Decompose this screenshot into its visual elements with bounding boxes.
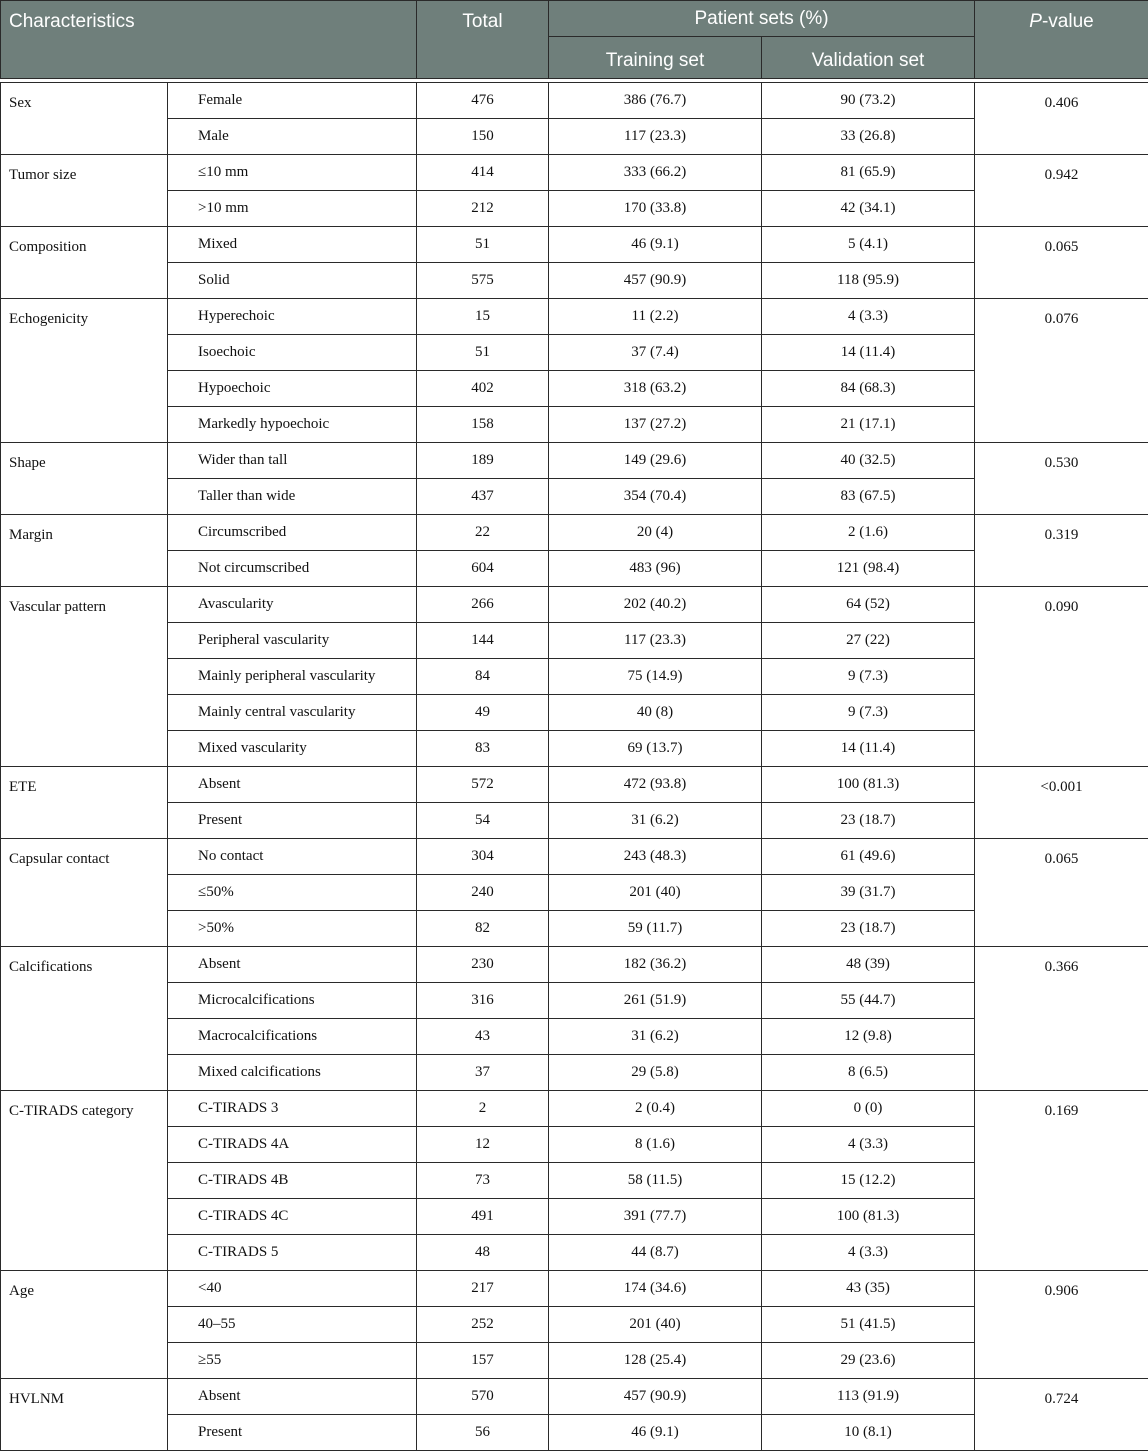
training-cell: 170 (33.8)	[549, 191, 762, 227]
validation-cell: 14 (11.4)	[762, 335, 975, 371]
total-cell: 144	[417, 623, 549, 659]
table-row	[1, 1379, 1148, 1415]
header-p-italic: P	[1029, 11, 1042, 32]
p-value-cell: 0.065	[975, 227, 1148, 299]
validation-cell: 43 (35)	[762, 1271, 975, 1307]
category-cell: Mainly central vascularity	[168, 695, 417, 731]
total-cell: 212	[417, 191, 549, 227]
training-cell: 318 (63.2)	[549, 371, 762, 407]
validation-cell: 23 (18.7)	[762, 911, 975, 947]
validation-cell: 8 (6.5)	[762, 1055, 975, 1091]
total-cell: 491	[417, 1199, 549, 1235]
total-cell: 51	[417, 335, 549, 371]
total-cell: 150	[417, 119, 549, 155]
header-validation-set: Validation set	[762, 37, 975, 79]
total-cell: 604	[417, 551, 549, 587]
category-cell: >50%	[168, 911, 417, 947]
category-cell: Mixed vascularity	[168, 731, 417, 767]
training-cell: 46 (9.1)	[549, 227, 762, 263]
validation-cell: 10 (8.1)	[762, 1415, 975, 1451]
table-row	[1, 227, 1148, 263]
total-cell: 73	[417, 1163, 549, 1199]
validation-cell: 100 (81.3)	[762, 1199, 975, 1235]
header-training-set: Training set	[549, 37, 762, 79]
total-cell: 189	[417, 443, 549, 479]
training-cell: 333 (66.2)	[549, 155, 762, 191]
total-cell: 48	[417, 1235, 549, 1271]
category-cell: >10 mm	[168, 191, 417, 227]
category-cell: Circumscribed	[168, 515, 417, 551]
category-cell: C-TIRADS 4A	[168, 1127, 417, 1163]
total-cell: 217	[417, 1271, 549, 1307]
training-cell: 75 (14.9)	[549, 659, 762, 695]
table-row	[1, 515, 1148, 551]
training-cell: 8 (1.6)	[549, 1127, 762, 1163]
validation-cell: 4 (3.3)	[762, 299, 975, 335]
total-cell: 15	[417, 299, 549, 335]
category-cell: 40–55	[168, 1307, 417, 1343]
header-p-value	[975, 1, 1148, 79]
category-cell: C-TIRADS 4B	[168, 1163, 417, 1199]
category-cell: C-TIRADS 5	[168, 1235, 417, 1271]
training-cell: 201 (40)	[549, 1307, 762, 1343]
table-row	[1, 1271, 1148, 1307]
category-cell: Taller than wide	[168, 479, 417, 515]
validation-cell: 40 (32.5)	[762, 443, 975, 479]
characteristic-cell: Composition	[1, 227, 168, 299]
total-cell: 49	[417, 695, 549, 731]
training-cell: 59 (11.7)	[549, 911, 762, 947]
category-cell: Wider than tall	[168, 443, 417, 479]
validation-cell: 9 (7.3)	[762, 659, 975, 695]
training-cell: 391 (77.7)	[549, 1199, 762, 1235]
training-cell: 243 (48.3)	[549, 839, 762, 875]
validation-cell: 27 (22)	[762, 623, 975, 659]
p-value-cell: 0.530	[975, 443, 1148, 515]
header-patient-sets: Patient sets (%)	[549, 1, 975, 37]
table-row	[1, 1091, 1148, 1127]
table-row	[1, 299, 1148, 335]
training-cell: 386 (76.7)	[549, 83, 762, 119]
header-characteristics: Characteristics	[1, 1, 417, 79]
total-cell: 37	[417, 1055, 549, 1091]
category-cell: Macrocalcifications	[168, 1019, 417, 1055]
characteristic-cell: Age	[1, 1271, 168, 1379]
training-cell: 174 (34.6)	[549, 1271, 762, 1307]
category-cell: Absent	[168, 1379, 417, 1415]
training-cell: 483 (96)	[549, 551, 762, 587]
category-cell: Absent	[168, 767, 417, 803]
total-cell: 82	[417, 911, 549, 947]
category-cell: C-TIRADS 4C	[168, 1199, 417, 1235]
table-header	[1, 1, 1148, 83]
validation-cell: 81 (65.9)	[762, 155, 975, 191]
training-cell: 201 (40)	[549, 875, 762, 911]
training-cell: 20 (4)	[549, 515, 762, 551]
category-cell: Solid	[168, 263, 417, 299]
table-row	[1, 587, 1148, 623]
validation-cell: 4 (3.3)	[762, 1127, 975, 1163]
category-cell: No contact	[168, 839, 417, 875]
p-value-cell: <0.001	[975, 767, 1148, 839]
category-cell: Present	[168, 1415, 417, 1451]
total-cell: 437	[417, 479, 549, 515]
training-cell: 2 (0.4)	[549, 1091, 762, 1127]
training-cell: 44 (8.7)	[549, 1235, 762, 1271]
category-cell: Present	[168, 803, 417, 839]
training-cell: 457 (90.9)	[549, 263, 762, 299]
validation-cell: 21 (17.1)	[762, 407, 975, 443]
total-cell: 2	[417, 1091, 549, 1127]
characteristic-cell: Tumor size	[1, 155, 168, 227]
category-cell: Absent	[168, 947, 417, 983]
header-p-rest: -value	[1042, 11, 1094, 32]
validation-cell: 23 (18.7)	[762, 803, 975, 839]
category-cell: ≤50%	[168, 875, 417, 911]
category-cell: Isoechoic	[168, 335, 417, 371]
validation-cell: 33 (26.8)	[762, 119, 975, 155]
category-cell: Avascularity	[168, 587, 417, 623]
training-cell: 69 (13.7)	[549, 731, 762, 767]
validation-cell: 61 (49.6)	[762, 839, 975, 875]
total-cell: 54	[417, 803, 549, 839]
table-row	[1, 839, 1148, 875]
validation-cell: 55 (44.7)	[762, 983, 975, 1019]
total-cell: 22	[417, 515, 549, 551]
validation-cell: 12 (9.8)	[762, 1019, 975, 1055]
validation-cell: 39 (31.7)	[762, 875, 975, 911]
p-value-cell: 0.319	[975, 515, 1148, 587]
validation-cell: 2 (1.6)	[762, 515, 975, 551]
validation-cell: 15 (12.2)	[762, 1163, 975, 1199]
validation-cell: 29 (23.6)	[762, 1343, 975, 1379]
category-cell: Microcalcifications	[168, 983, 417, 1019]
category-cell: C-TIRADS 3	[168, 1091, 417, 1127]
header-total: Total	[417, 1, 549, 79]
total-cell: 56	[417, 1415, 549, 1451]
total-cell: 414	[417, 155, 549, 191]
total-cell: 304	[417, 839, 549, 875]
category-cell: ≥55	[168, 1343, 417, 1379]
category-cell: Hypoechoic	[168, 371, 417, 407]
validation-cell: 90 (73.2)	[762, 83, 975, 119]
validation-cell: 42 (34.1)	[762, 191, 975, 227]
training-cell: 261 (51.9)	[549, 983, 762, 1019]
table-row	[1, 947, 1148, 983]
total-cell: 402	[417, 371, 549, 407]
characteristic-cell: Sex	[1, 83, 168, 155]
training-cell: 58 (11.5)	[549, 1163, 762, 1199]
p-value-cell: 0.366	[975, 947, 1148, 1091]
table-row	[1, 83, 1148, 119]
validation-cell: 121 (98.4)	[762, 551, 975, 587]
characteristic-cell: Shape	[1, 443, 168, 515]
p-value-cell: 0.724	[975, 1379, 1148, 1451]
characteristic-cell: Calcifications	[1, 947, 168, 1091]
training-cell: 117 (23.3)	[549, 119, 762, 155]
training-cell: 31 (6.2)	[549, 803, 762, 839]
training-cell: 149 (29.6)	[549, 443, 762, 479]
category-cell: Mixed calcifications	[168, 1055, 417, 1091]
validation-cell: 4 (3.3)	[762, 1235, 975, 1271]
training-cell: 11 (2.2)	[549, 299, 762, 335]
training-cell: 182 (36.2)	[549, 947, 762, 983]
training-cell: 137 (27.2)	[549, 407, 762, 443]
total-cell: 157	[417, 1343, 549, 1379]
total-cell: 240	[417, 875, 549, 911]
validation-cell: 51 (41.5)	[762, 1307, 975, 1343]
total-cell: 316	[417, 983, 549, 1019]
category-cell: Hyperechoic	[168, 299, 417, 335]
validation-cell: 5 (4.1)	[762, 227, 975, 263]
characteristic-cell: HVLNM	[1, 1379, 168, 1451]
total-cell: 572	[417, 767, 549, 803]
p-value-cell: 0.169	[975, 1091, 1148, 1271]
category-cell: ≤10 mm	[168, 155, 417, 191]
training-cell: 46 (9.1)	[549, 1415, 762, 1451]
total-cell: 83	[417, 731, 549, 767]
training-cell: 354 (70.4)	[549, 479, 762, 515]
validation-cell: 64 (52)	[762, 587, 975, 623]
characteristic-cell: C-TIRADS category	[1, 1091, 168, 1271]
total-cell: 570	[417, 1379, 549, 1415]
training-cell: 472 (93.8)	[549, 767, 762, 803]
p-value-cell: 0.906	[975, 1271, 1148, 1379]
training-cell: 202 (40.2)	[549, 587, 762, 623]
validation-cell: 9 (7.3)	[762, 695, 975, 731]
training-cell: 31 (6.2)	[549, 1019, 762, 1055]
training-cell: 29 (5.8)	[549, 1055, 762, 1091]
p-value-cell: 0.090	[975, 587, 1148, 767]
training-cell: 117 (23.3)	[549, 623, 762, 659]
total-cell: 252	[417, 1307, 549, 1343]
validation-cell: 14 (11.4)	[762, 731, 975, 767]
category-cell: Not circumscribed	[168, 551, 417, 587]
training-cell: 40 (8)	[549, 695, 762, 731]
category-cell: Mainly peripheral vascularity	[168, 659, 417, 695]
category-cell: Male	[168, 119, 417, 155]
total-cell: 84	[417, 659, 549, 695]
total-cell: 51	[417, 227, 549, 263]
training-cell: 37 (7.4)	[549, 335, 762, 371]
category-cell: <40	[168, 1271, 417, 1307]
characteristic-cell: ETE	[1, 767, 168, 839]
characteristic-cell: Echogenicity	[1, 299, 168, 443]
table-body	[1, 83, 1148, 1451]
total-cell: 158	[417, 407, 549, 443]
total-cell: 266	[417, 587, 549, 623]
table-row	[1, 767, 1148, 803]
p-value-cell: 0.065	[975, 839, 1148, 947]
total-cell: 230	[417, 947, 549, 983]
total-cell: 476	[417, 83, 549, 119]
training-cell: 128 (25.4)	[549, 1343, 762, 1379]
category-cell: Female	[168, 83, 417, 119]
category-cell: Peripheral vascularity	[168, 623, 417, 659]
p-value-cell: 0.076	[975, 299, 1148, 443]
category-cell: Markedly hypoechoic	[168, 407, 417, 443]
validation-cell: 100 (81.3)	[762, 767, 975, 803]
total-cell: 575	[417, 263, 549, 299]
validation-cell: 113 (91.9)	[762, 1379, 975, 1415]
validation-cell: 0 (0)	[762, 1091, 975, 1127]
characteristic-cell: Vascular pattern	[1, 587, 168, 767]
validation-cell: 118 (95.9)	[762, 263, 975, 299]
total-cell: 12	[417, 1127, 549, 1163]
table-row	[1, 443, 1148, 479]
category-cell: Mixed	[168, 227, 417, 263]
total-cell: 43	[417, 1019, 549, 1055]
characteristic-cell: Capsular contact	[1, 839, 168, 947]
p-value-cell: 0.942	[975, 155, 1148, 227]
characteristic-cell: Margin	[1, 515, 168, 587]
p-value-cell: 0.406	[975, 83, 1148, 155]
training-cell: 457 (90.9)	[549, 1379, 762, 1415]
validation-cell: 83 (67.5)	[762, 479, 975, 515]
table-row	[1, 155, 1148, 191]
validation-cell: 48 (39)	[762, 947, 975, 983]
validation-cell: 84 (68.3)	[762, 371, 975, 407]
